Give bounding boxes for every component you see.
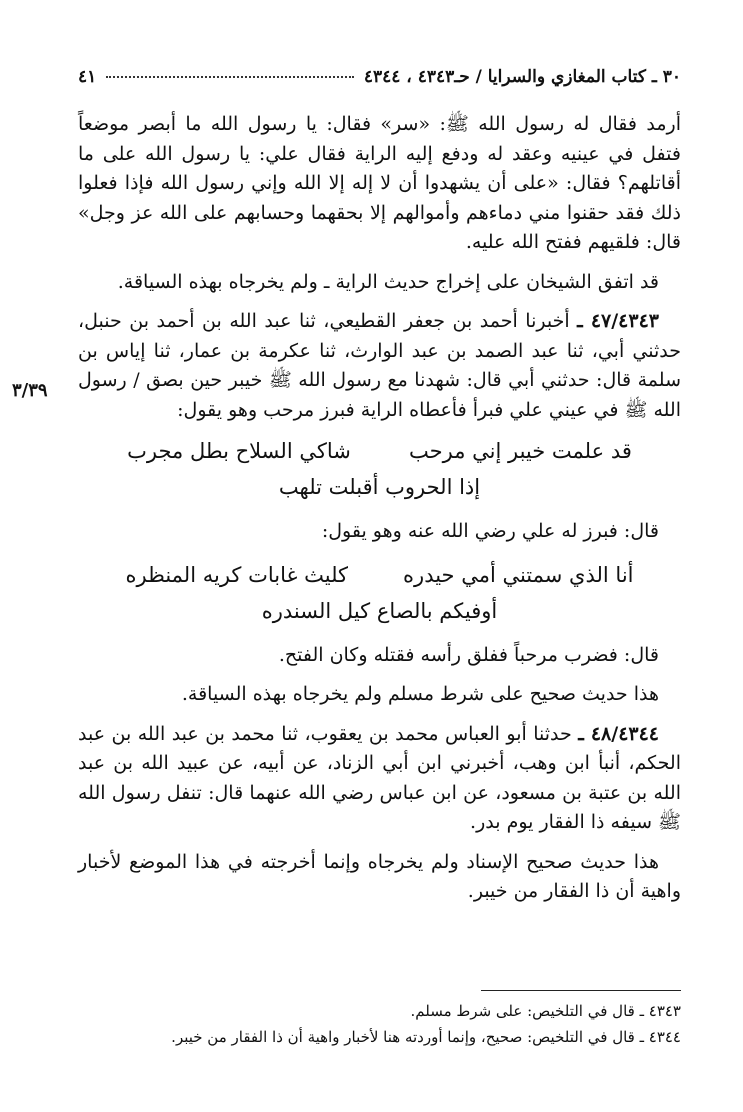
running-title: ٣٠ ـ كتاب المغازي والسرايا / حـ٤٣٤٣ ، ٤٣٤٤: [363, 67, 681, 87]
hemistich: قد علمت خيبر إني مرحب: [409, 439, 632, 463]
hadith-number: ٤٨/٤٣٤٤ ـ: [578, 722, 660, 745]
main-text: [78, 110, 681, 917]
paragraph-6: هذا حديث صحيح على شرط مسلم ولم يخرجاه بهذه السياقة.: [181, 683, 659, 705]
poem-line: إذا الحروب أقبلت تلهب: [278, 475, 481, 499]
paragraph-2: قد اتفق الشيخان على إخراج حديث الراية ـ ولم يخرجاه بهذه السياقة.: [117, 270, 659, 293]
footnote: ٤٣٤٤ ـ قال في التلخيص: صحيح، وإنما أوردته هنا لأخبار واهية أن ذا الفقار من خيبر.: [171, 1028, 681, 1046]
hadith-4343: [78, 307, 681, 425]
hemistich: أنا الذي سمتني أمي حيدره: [403, 562, 634, 587]
hemistich: كليث غابات كريه المنظره: [125, 562, 349, 587]
hadith-number: ٤٧/٤٣٤٣ ـ: [577, 310, 659, 332]
hadith-text: أخبرنا أحمد بن جعفر القطيعي، ثنا عبد الله بن أحمد بن حنبل، حدثني أبي، ثنا عبد الصمد بن عبد الوارث، ثنا عكرمة بن عمار، ثنا إياس بن سلمة قال: حدثني أبي قال: شهدنا مع رسول الله ﷺ خيبر حين بصق / رسول الله ﷺ في عيني علي فبرأ فأعطاه الراية فبرز مرحب وهو يقول:: [78, 310, 681, 421]
page-number: ٤١: [78, 67, 97, 87]
paragraph-4: قال: فبرز له علي رضي الله عنه وهو يقول:: [321, 520, 659, 542]
leader-dots: [106, 76, 354, 78]
footnote: ٤٣٤٣ ـ قال في التلخيص: على شرط مسلم.: [410, 1002, 681, 1020]
margin-reference: ٣/٣٩: [12, 380, 48, 401]
footnote-rule: [481, 990, 681, 991]
poem-ali: [78, 557, 681, 629]
poem-line: [78, 433, 681, 469]
hadith-text: حدثنا أبو العباس محمد بن يعقوب، ثنا محمد بن عبد الله بن عبد الحكم، أنبأ ابن وهب، أخبرني ابن أبي الزناد، عن أبيه، عن عبيد الله بن عبد الله بن عتبة بن مسعود، عن ابن عباس رضي الله عنهما قال: تنفل رسول الله ﷺ سيفه ذا الفقار يوم بدر.: [78, 722, 681, 833]
hadith-4344: [78, 720, 681, 838]
page-header: [78, 62, 681, 92]
footnotes: [78, 998, 681, 1050]
poem-line: أوفيكم بالصاع كيل السندره: [261, 598, 498, 623]
poem-line: [78, 557, 681, 593]
paragraph-8: هذا حديث صحيح الإسناد ولم يخرجاه وإنما أخرجته في هذا الموضع لأخبار واهية أن ذا الفقار من خيبر.: [78, 850, 681, 902]
poem-marhab: [78, 433, 681, 505]
hemistich: شاكي السلاح بطل مجرب: [127, 439, 351, 463]
paragraph-5: قال: فضرب مرحباً ففلق رأسه فقتله وكان الفتح.: [278, 643, 659, 666]
paragraph-1: أرمد فقال له رسول الله ﷺ: «سر» فقال: يا رسول الله ما أبصر موضعاً فتفل في عينيه وعقد له ودفع إليه الراية فقال علي: يا رسول الله على ما أقاتلهم؟ فقال: «على أن يشهدوا أن لا إله إلا الله وإني رسول الله فإذا فعلوا ذلك فقد حقنوا مني دماءهم وأموالهم إلا بحقهما وحسابهم على الله عز وجل» قال: فلقيهم ففتح الله عليه.: [78, 113, 681, 253]
